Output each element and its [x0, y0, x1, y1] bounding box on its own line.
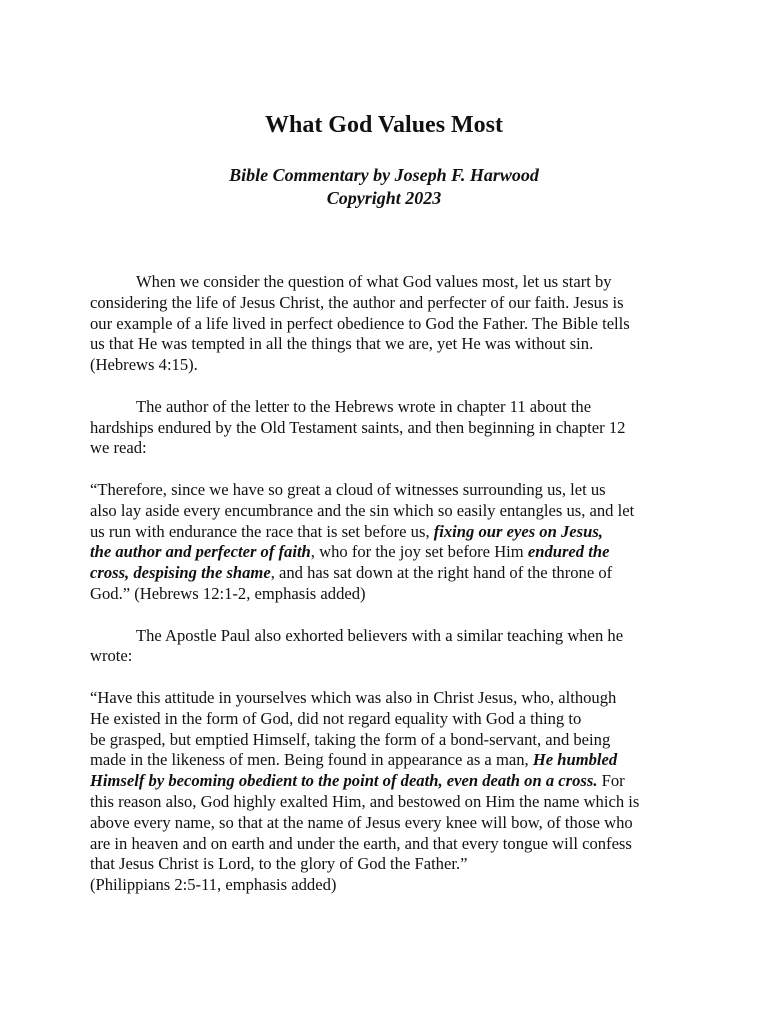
- document-byline: Bible Commentary by Joseph F. Harwood: [229, 165, 539, 185]
- text-line: (Hebrews 4:15).: [90, 355, 198, 375]
- text-line: When we consider the question of what God values most, let us start by: [136, 272, 612, 291]
- text-line: we read:: [90, 438, 147, 458]
- text-line: wrote:: [90, 646, 133, 666]
- text-line: The author of the letter to the Hebrews wrote in chapter 11 about the: [136, 396, 592, 416]
- text-line: us that He was tempted in all the things that we are, yet He was without sin.: [90, 334, 594, 354]
- text-run: us run with endurance the race that is set before us,: [90, 521, 434, 541]
- text-line: considering the life of Jesus Christ, the author and perfecter of our faith. Jesus is: [90, 292, 624, 312]
- text-line: our example of a life lived in perfect obedience to God the Father. The Bible tells: [90, 313, 630, 333]
- emphasis-text: the author and perfecter of faith: [90, 542, 311, 562]
- emphasis-text: cross, despising the shame: [90, 563, 271, 583]
- text-line: [90, 542, 690, 563]
- emphasis-text: He humbled: [532, 750, 618, 770]
- quote-philippians: [90, 688, 690, 896]
- text-run: , and has sat down at the right hand of the throne of: [270, 563, 613, 583]
- quote-hebrews: [90, 480, 690, 605]
- text-line: He existed in the form of God, did not regard equality with God a thing to: [90, 708, 582, 728]
- text-line: [90, 563, 690, 584]
- paragraph-intro: [90, 272, 690, 376]
- document-copyright: Copyright 2023: [326, 188, 442, 208]
- text-line: “Therefore, since we have so great a cloud of witnesses surrounding us, let us: [90, 479, 606, 499]
- citation: (Philippians 2:5-11, emphasis added): [90, 875, 337, 895]
- text-line: [90, 750, 690, 771]
- text-line: be grasped, but emptied Himself, taking the form of a bond-servant, and being: [90, 729, 611, 749]
- text-line: [90, 771, 690, 792]
- text-run: , who for the joy set before Him: [310, 542, 528, 562]
- document-title: What God Values Most: [264, 112, 504, 138]
- text-line: The Apostle Paul also exhorted believers with a similar teaching when he: [136, 625, 624, 645]
- text-line: that Jesus Christ is Lord, to the glory of God the Father.”: [90, 854, 468, 874]
- text-line: this reason also, God highly exalted Him, and bestowed on Him the name which is: [90, 791, 640, 811]
- text-line: are in heaven and on earth and under the earth, and that every tongue will confess: [90, 833, 632, 853]
- emphasis-text: endured the: [527, 542, 610, 562]
- text-line: “Have this attitude in yourselves which was also in Christ Jesus, who, although: [90, 687, 617, 707]
- text-run: For: [597, 771, 625, 791]
- paragraph-hebrews-intro: [90, 397, 690, 459]
- text-line: God.” (Hebrews 12:1-2, emphasis added): [90, 583, 366, 603]
- text-line: also lay aside every encumbrance and the sin which so easily entangles us, and let: [90, 500, 635, 520]
- text-line: above every name, so that at the name of Jesus every knee will bow, of those who: [90, 812, 633, 832]
- text-line: hardships endured by the Old Testament saints, and then beginning in chapter 12: [90, 417, 626, 437]
- emphasis-text: fixing our eyes on Jesus,: [433, 521, 603, 541]
- document-body: [90, 272, 690, 917]
- text-run: made in the likeness of men. Being found in appearance as a man,: [90, 750, 533, 770]
- text-line: [90, 522, 690, 543]
- emphasis-text: Himself by becoming obedient to the point of death, even death on a cross.: [90, 771, 598, 791]
- paragraph-paul-intro: [90, 626, 690, 668]
